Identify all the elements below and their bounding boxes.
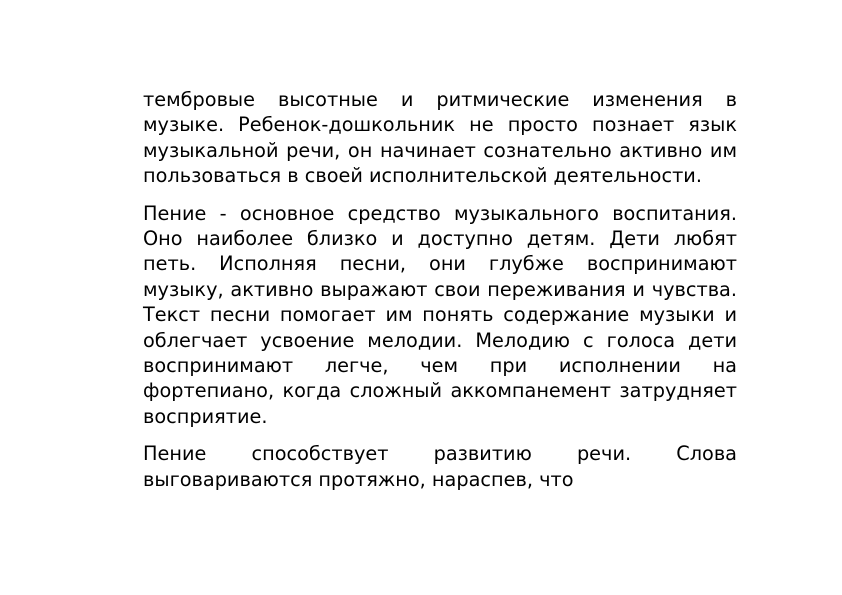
paragraph-2: Пение - основное средство музыкального воспитания. Оно наиболее близко и доступно детям. Дети любят петь. Исполняя песни, они глубже воспринимают музыку, активно выражают свои переживания и чувства. Текст песни помогает им понять содержание музыки и облегчает усвоение мелодии. Мелодию с голоса дети воспринимают легче, чем при исполнении на фортепиано, когда сложный аккомпанемент затрудняет восприятие. bbox=[143, 201, 737, 428]
document-text bbox=[143, 87, 737, 504]
paragraph-3: Пение способствует развитию речи. Слова выговариваются протяжно, нараспев, что bbox=[143, 442, 737, 491]
paragraph-1: тембровые высотные и ритмические изменения в музыке. Ребенок-дошкольник не просто познает язык музыкальной речи, он начинает сознательно активно им пользоваться в своей исполнительской деятельности. bbox=[143, 88, 737, 188]
